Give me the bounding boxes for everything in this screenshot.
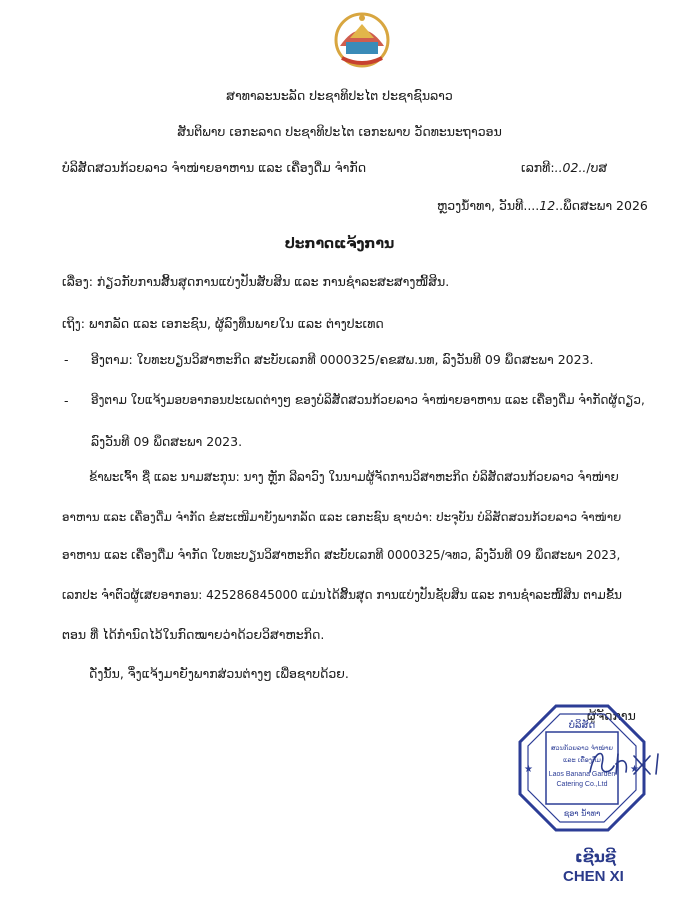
signer-role: ຜູ້ຈັດການ xyxy=(587,708,636,723)
stamp-top-text: ບໍລິສັດ xyxy=(568,720,596,731)
document-number-suffix: /ບສ xyxy=(586,160,608,175)
issuer-company: ບໍລິສັດສວນກ້ວຍລາວ ຈຳໜ່າຍອາຫານ ແລະ ເຄື່ອງດື່ມ ຈຳກັດ xyxy=(62,160,367,175)
stamp-lao-text: ແລະ ເຄື່ອງດື່ມ xyxy=(563,756,601,764)
reference-line: ອີງຕາມ: ໃບທະບຽນວິສາຫະກິດ ສະບັບເລກທີ 0000325/ຄຂສພ.ນທ, ລົງວັນທີ 09 ພຶດສະພາ 2023. xyxy=(91,352,594,367)
stamp-lao-text: ສວນກ້ວຍລາວ ຈຳໜ່າຍ xyxy=(550,744,614,752)
stamp-bottom-text: ຊອາ ນ້ຳທາ xyxy=(563,809,601,818)
subject-line: ເລື່ອງ: ກ່ຽວກັບການສິ້ນສຸດການແບ່ງປັນສັບສິນ ແລະ ການຊຳລະສະສາງໜີ້ສິນ. xyxy=(62,274,450,289)
signer-name-lao: ເຊີນຊີ xyxy=(575,848,617,866)
date-month-year: ..ພຶດສະພາ 2026 xyxy=(555,198,648,213)
body-line: ເລກປະ ຈຳຕົວຜູ້ເສຍອາກອນ: 425286845000 ແມ່ນໄດ້ສິ້ນສຸດ ການແບ່ງປັນຊັບສິນ ແລະ ການຊຳລະໜີ້ສິນ ຕາມຂັ້ນ xyxy=(62,588,622,602)
recipients-line: ເຖິງ: ພາກລັດ ແລະ ເອກະຊົນ, ຜູ້ລົງທຶນພາຍໃນ ແລະ ຕ່າງປະເທດ xyxy=(62,316,384,331)
national-emblem-icon xyxy=(332,8,392,68)
body-line: ອາຫານ ແລະ ເຄື່ອງດື່ມ ຈຳກັດ ໃບທະບຽນວິສາຫະກິດ ສະບັບເລກທີ 0000325/ຈທວ, ລົງວັນທີ 09 ພຶດສະພາ 2023, xyxy=(62,548,621,562)
reference-dash: - xyxy=(64,393,69,408)
document-number-label: ເລກທີ: xyxy=(521,160,555,175)
closing-line: ດັ່ງນັ້ນ, ຈຶ່ງແຈ້ງມາຍັງພາກສ່ວນຕ່າງໆ ເພື່ອຊາບດ້ວຍ. xyxy=(89,666,349,681)
document-title: ປະກາດແຈ້ງການ xyxy=(284,236,395,252)
stamp-english-name: Laos Banana Garden xyxy=(548,771,616,778)
country-name: ສາທາລະນະລັດ ປະຊາທິປະໄຕ ປະຊາຊົນລາວ xyxy=(226,88,453,103)
svg-text:★: ★ xyxy=(630,764,639,775)
reference-line: ອີງຕາມ ໃບແຈ້ງມອບອາກອນປະເພດຕ່າງໆ ຂອງບໍລິສັດສວນກ້ວຍລາວ ຈຳໜ່າຍອາຫານ ແລະ ເຄື່ອງດື່ມ ຈຳກັດຜູ້ດຽວ, xyxy=(91,393,645,407)
date-day: 12 xyxy=(539,198,556,213)
stamp-english-suffix: Catering Co.,Ltd xyxy=(556,781,608,788)
svg-text:★: ★ xyxy=(524,764,533,775)
reference-dash: - xyxy=(64,352,69,367)
document-number xyxy=(521,160,607,175)
national-motto: ສັນຕິພາບ ເອກະລາດ ປະຊາທິປະໄຕ ເອກະພາບ ວັດທະນະຖາວອນ xyxy=(177,124,502,139)
body-line: ອາຫານ ແລະ ເຄື່ອງດື່ມ ຈຳກັດ ຂໍສະເໜີມາຍັງພາກລັດ ແລະ ເອກະຊົນ ຊາບວ່າ: ປະຈຸບັນ ບໍລິສັດສວນກ້ວຍລາວ ຈຳໜ່າຍ xyxy=(62,510,622,524)
reference-line-continued: ລົງວັນທີ 09 ພຶດສະພາ 2023. xyxy=(91,434,243,449)
document-number-value: ..02.. xyxy=(554,160,587,175)
document-date xyxy=(437,198,648,213)
body-line: ຂ້າພະເຈົ້າ ຊື່ ແລະ ນາມສະກຸນ: ນາງ ຫຼັກ ລີລາວົງ ໃນນາມຜູ້ຈັດການວິສາຫະກິດ ບໍລິສັດສວນກ້ວຍລາວ ຈຳໜ່າຍ xyxy=(89,470,619,484)
body-line: ຕອນ ທີ່ ໄດ້ກຳນົດໄວ້ໃນກົດໝາຍວ່າດ້ວຍວິສາຫະກິດ. xyxy=(62,627,325,642)
signer-name: CHEN XI xyxy=(563,868,624,885)
date-place: ຫຼວງນ້ຳທາ, ວັນທີ.... xyxy=(437,198,540,213)
handwritten-signature xyxy=(584,744,674,784)
